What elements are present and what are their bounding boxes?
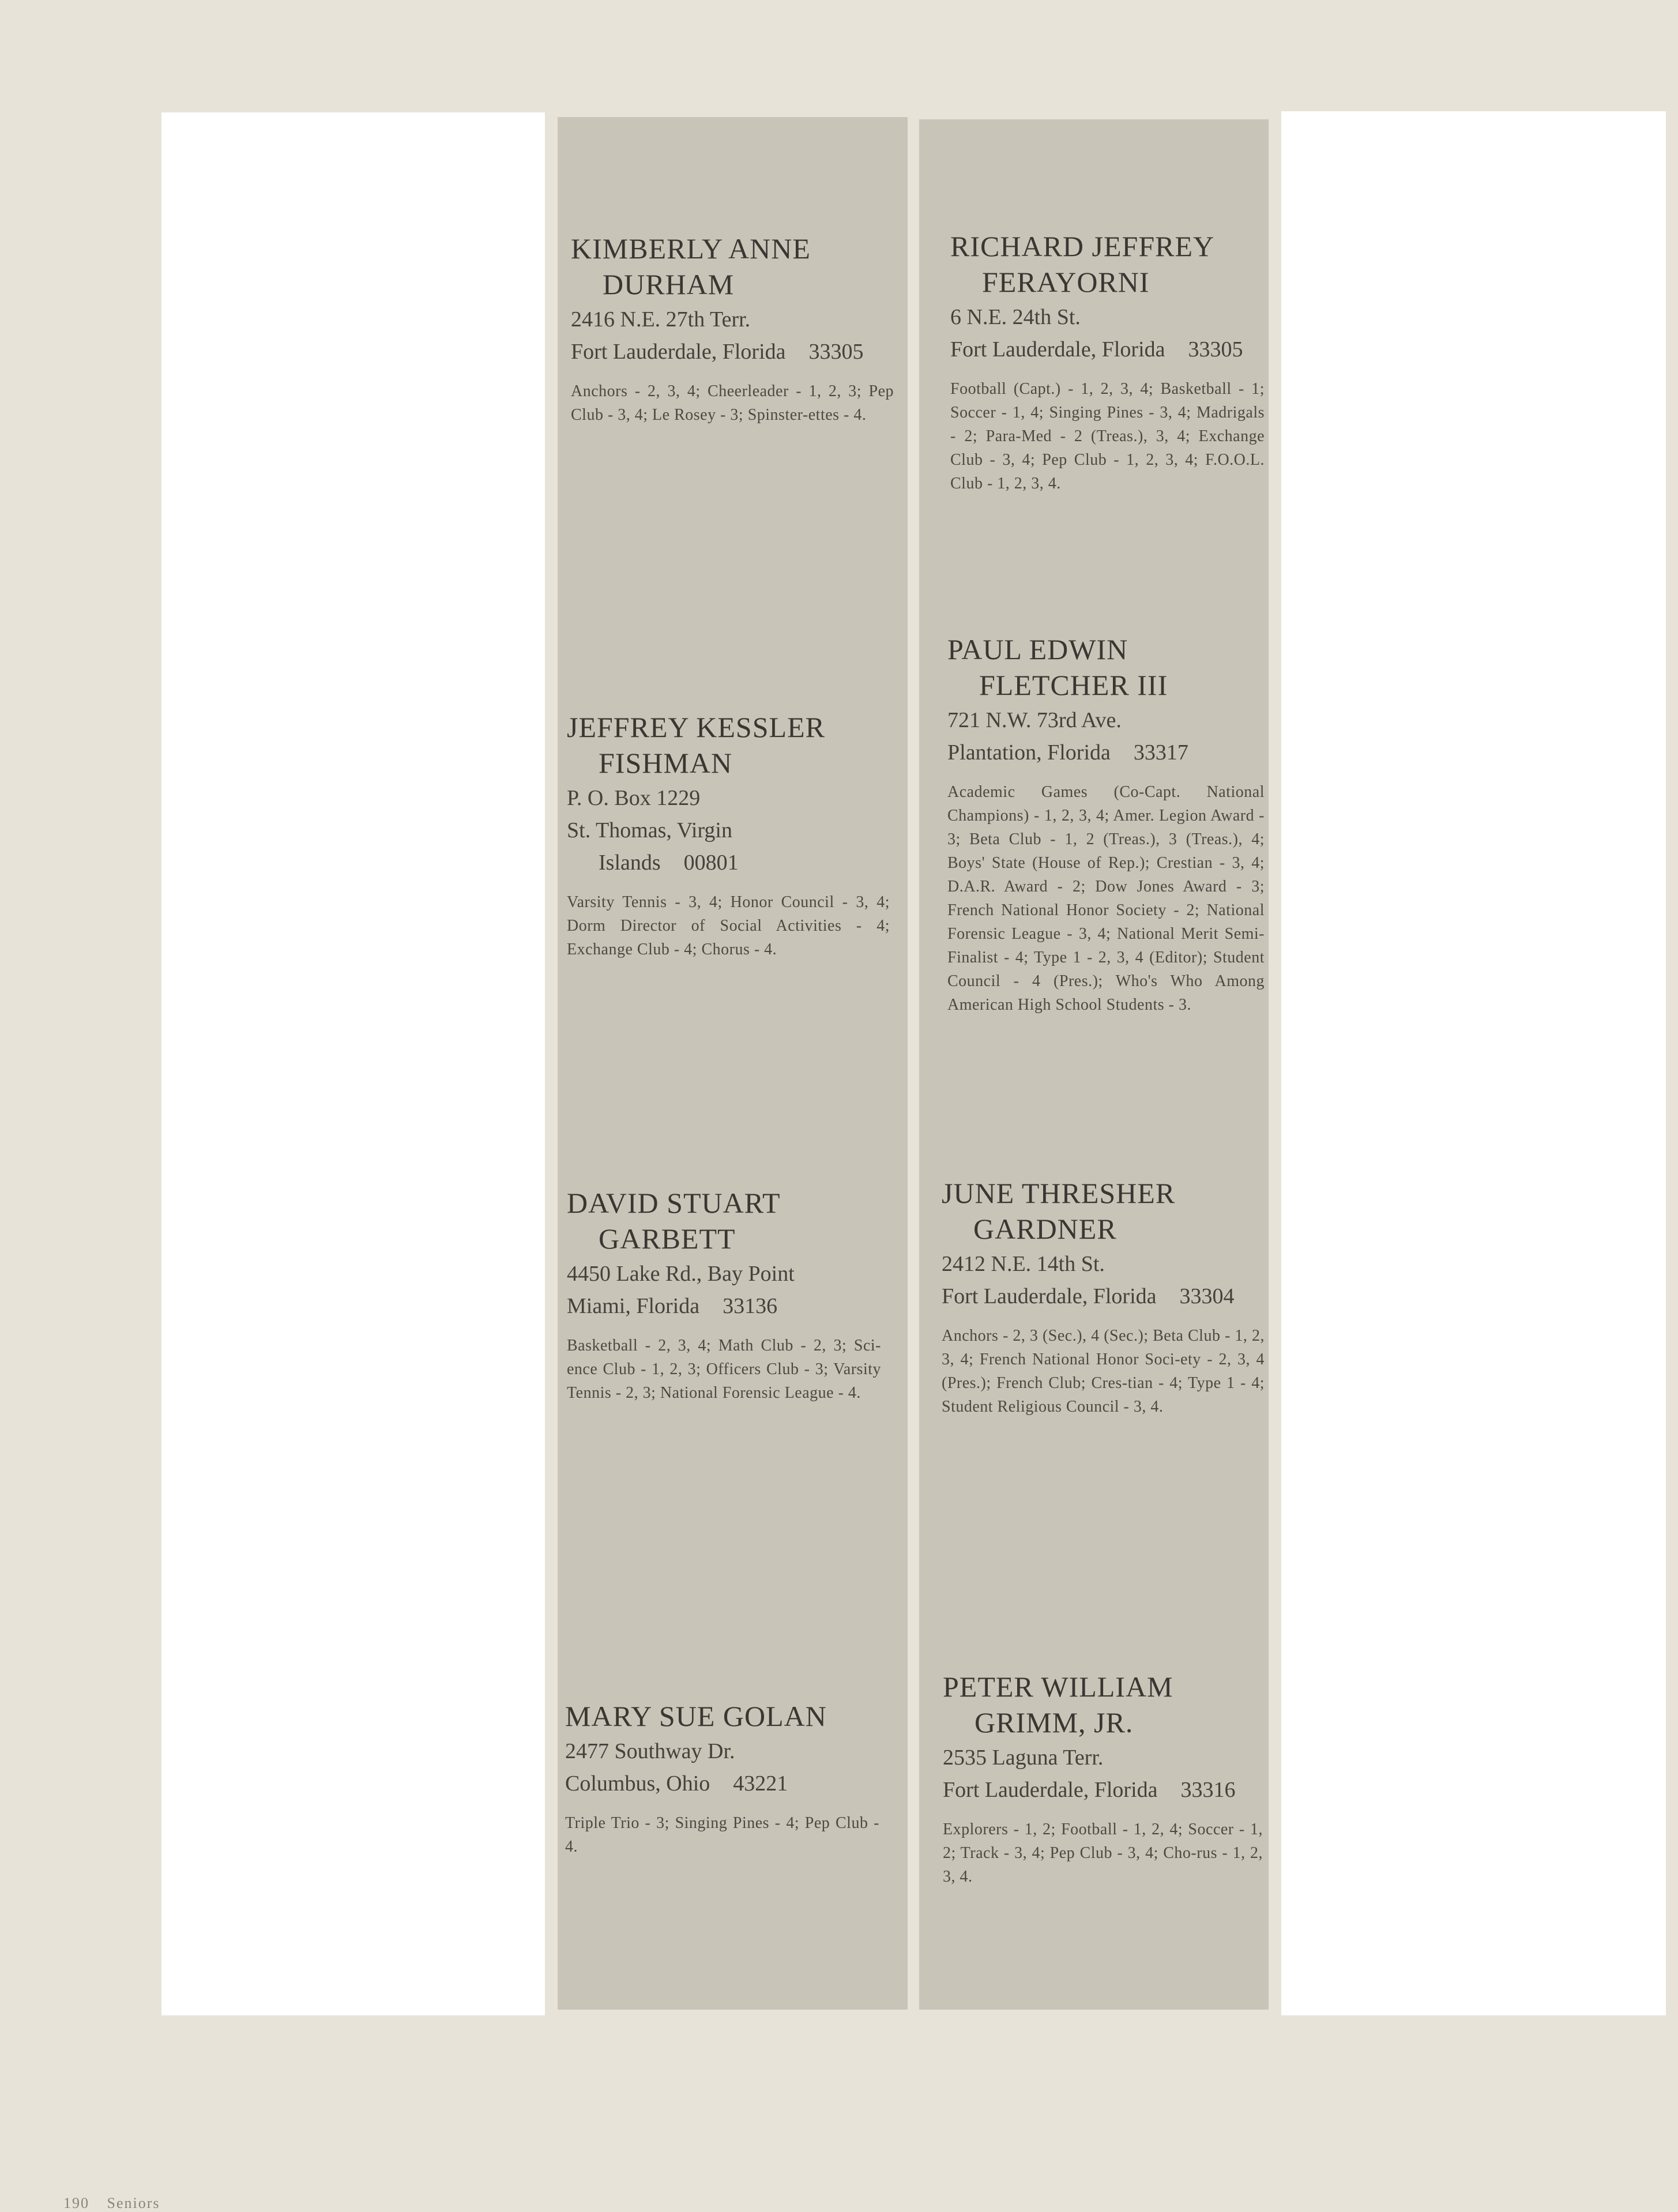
senior-name: RICHARD JEFFREY FERAYORNI xyxy=(950,230,1215,298)
senior-name: DAVID STUART GARBETT xyxy=(567,1187,781,1255)
section-label: Seniors xyxy=(107,2195,160,2211)
senior-entry xyxy=(567,709,890,961)
senior-address: 2412 N.E. 14th St. Fort Lauderdale, Florida 33304 xyxy=(942,1252,1235,1308)
senior-name: JEFFREY KESSLER FISHMAN xyxy=(567,711,825,779)
senior-address: 6 N.E. 24th St. Fort Lauderdale, Florida 33305 xyxy=(950,305,1243,362)
senior-entry xyxy=(567,1185,881,1405)
senior-entry xyxy=(571,231,894,427)
photo-placeholder-right xyxy=(1281,111,1666,2015)
senior-address: 721 N.W. 73rd Ave. Plantation, Florida 33317 xyxy=(947,708,1188,765)
page-number: 190 xyxy=(63,2195,89,2211)
senior-activities: Anchors - 2, 3, 4; Cheerleader - 1, 2, 3; Pep Club - 3, 4; Le Rosey - 3; Spinster-ettes - 4. xyxy=(571,382,894,424)
senior-activities: Academic Games (Co-Capt. National Champions) - 1, 2, 3, 4; Amer. Legion Award - 3; Beta Club - 1, 2 (Treas.), 3 (Treas.), 4; Boys' State (House of Rep.); Crestian - 3, 4; D.A.R. Award - 2; Dow Jones Award - 3; French National Honor Society - 2; National Forensic League - 3, 4; National Merit Semi-Finalist - 4; Type 1 - 2, 3, 4 (Editor); Student Council - 4 (Pres.); Who's Who Among American High School Students - 3. xyxy=(947,783,1265,1014)
senior-activities: Triple Trio - 3; Singing Pines - 4; Pep Club - 4. xyxy=(565,1814,879,1856)
senior-activities: Basketball - 2, 3, 4; Math Club - 2, 3; Sci-ence Club - 1, 2, 3; Officers Club - 3; Varsity Tennis - 2, 3; National Forensic League - 4. xyxy=(567,1337,881,1402)
senior-name: MARY SUE GOLAN xyxy=(565,1700,827,1732)
senior-activities: Football (Capt.) - 1, 2, 3, 4; Basketball - 1; Soccer - 1, 4; Singing Pines - 3, 4; Madrigals - 2; Para-Med - 2 (Treas.), 3, 4; Exchange Club - 3, 4; Pep Club - 1, 2, 3, 4; F.O.O.L. Club - 1, 2, 3, 4. xyxy=(950,380,1265,492)
senior-entry xyxy=(947,631,1265,1017)
senior-entry xyxy=(565,1698,879,1859)
senior-address: P. O. Box 1229 St. Thomas, Virgin Islands 00801 xyxy=(567,786,739,875)
senior-name: PETER WILLIAM GRIMM, JR. xyxy=(943,1671,1173,1739)
senior-activities: Explorers - 1, 2; Football - 1, 2, 4; Soccer - 1, 2; Track - 3, 4; Pep Club - 3, 4; Cho-rus - 1, 2, 3, 4. xyxy=(943,1820,1263,1886)
senior-entry xyxy=(950,228,1265,495)
senior-name: KIMBERLY ANNE DURHAM xyxy=(571,232,811,300)
page-footer xyxy=(63,2195,160,2212)
senior-address: 4450 Lake Rd., Bay Point Miami, Florida 33136 xyxy=(567,1262,795,1318)
senior-entry xyxy=(942,1175,1265,1419)
senior-address: 2416 N.E. 27th Terr. Fort Lauderdale, Florida 33305 xyxy=(571,307,864,364)
photo-placeholder-left xyxy=(161,112,545,2015)
senior-entry xyxy=(943,1669,1263,1889)
senior-name: PAUL EDWIN FLETCHER III xyxy=(947,633,1168,701)
senior-address: 2535 Laguna Terr. Fort Lauderdale, Florida 33316 xyxy=(943,1745,1236,1802)
senior-activities: Varsity Tennis - 3, 4; Honor Council - 3, 4; Dorm Director of Social Activities - 4; Exchange Club - 4; Chorus - 4. xyxy=(567,893,890,958)
senior-name: JUNE THRESHER GARDNER xyxy=(942,1177,1176,1245)
senior-activities: Anchors - 2, 3 (Sec.), 4 (Sec.); Beta Club - 1, 2, 3, 4; French National Honor Soci-ety - 2, 3, 4 (Pres.); French Club; Cres-tian - 4; Type 1 - 4; Student Religious Council - 3, 4. xyxy=(942,1327,1265,1416)
senior-address: 2477 Southway Dr. Columbus, Ohio 43221 xyxy=(565,1739,788,1796)
